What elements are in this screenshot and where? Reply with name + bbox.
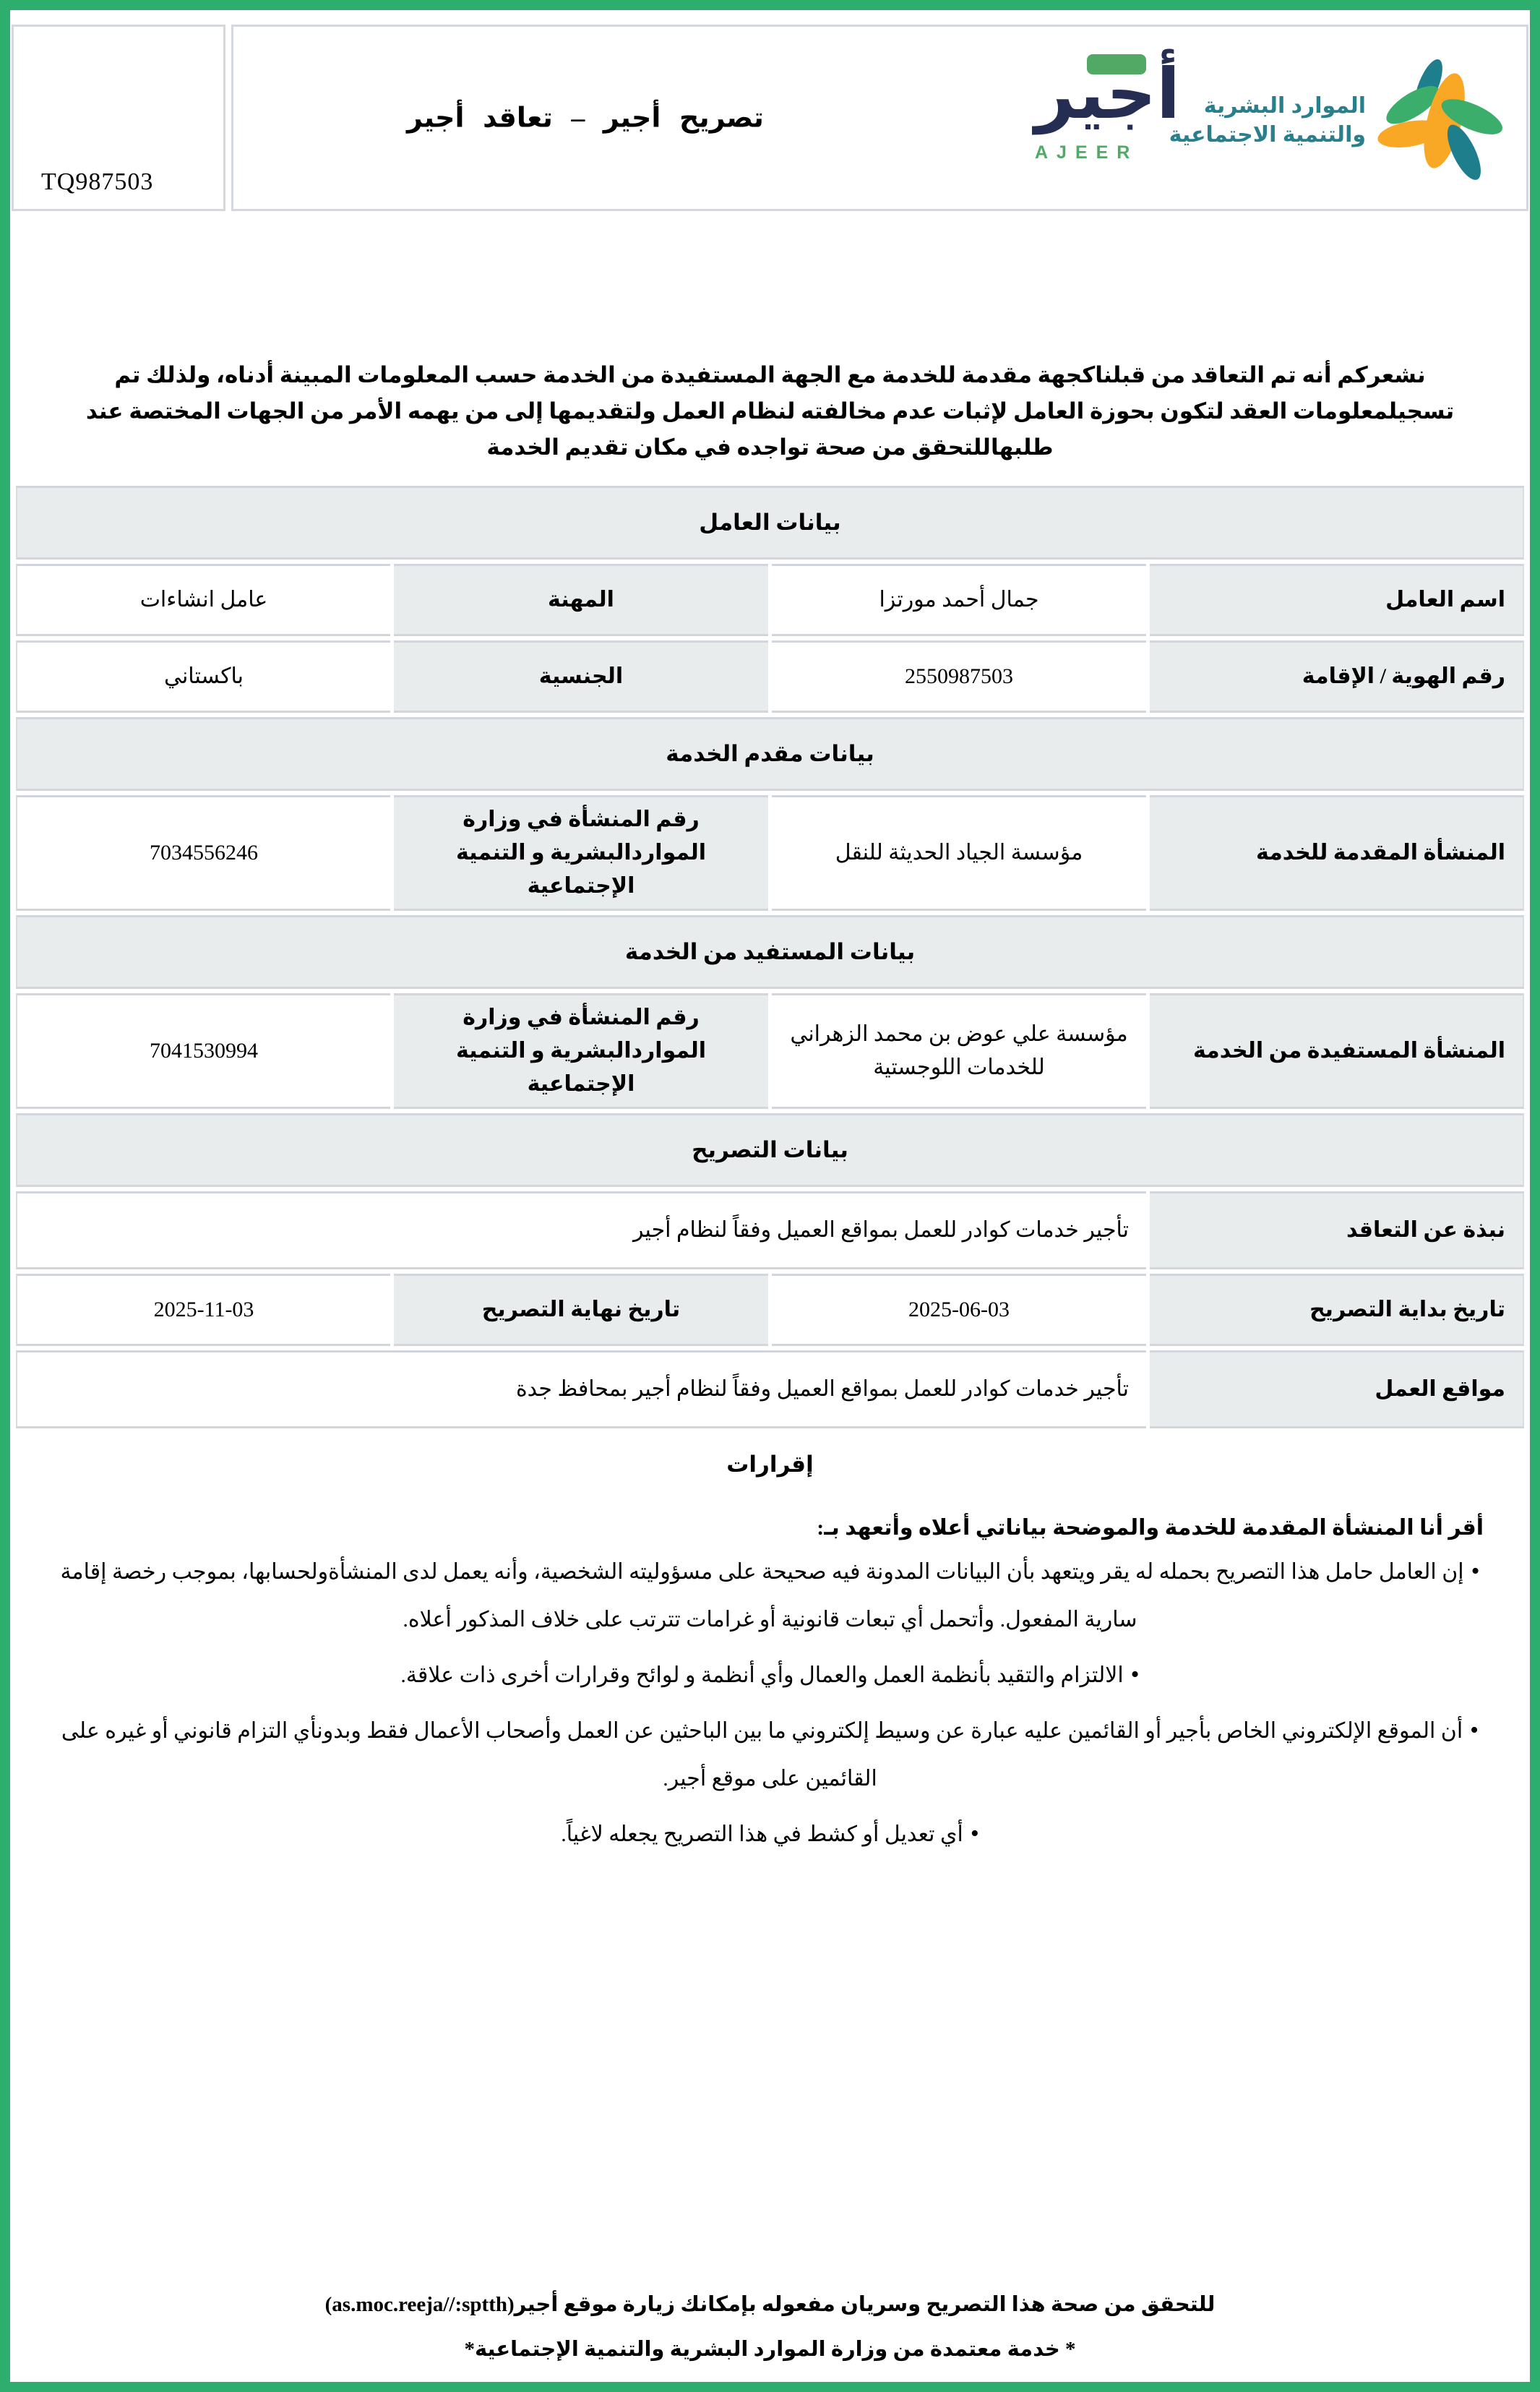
section-row-permit	[16, 1113, 1524, 1187]
ministry-name-line1: الموارد البشرية	[1203, 94, 1366, 118]
ajeer-logo-wordmark	[1035, 54, 1197, 141]
table-row	[16, 640, 1524, 713]
beneficiary-number-label: رقم المنشأة في وزارة المواردالبشرية و التنمية الإجتماعية	[394, 993, 768, 1109]
section-header-worker: بيانات العامل	[16, 486, 1524, 560]
intro-paragraph: نشعركم أنه تم التعاقد من قبلناكجهة مقدمة للخدمة مع الجهة المستفيدة من الخدمة حسب المعلومات المبينة أدناه، ولذلك تم تسجيلمعلومات العقد لتكون بحوزة العامل لإثبات عدم مخالفته لنظام العمل ولتقديمها إلى من يهمه الأمر من الجهات المختصة عند طلبهاللتحقق من صحة تواجده في مكان تقديم الخدمة	[85, 362, 1455, 460]
declaration-text: إن العامل حامل هذا التصريح بحمله له يقر ويتعهد بأن البيانات المدونة فيه صحيحة على مسؤوليته الشخصية، وأنه يعمل لدى المنشأةولحسابها، بموجب رخصة إقامة سارية المفعول. وأتحمل أي تبعات قانونية أو غرامات تترتب على خلاف المذكور أعلاه.	[60, 1560, 1464, 1632]
footer-verify-text: للتحقق من صحة هذا التصريح وسريان مفعوله بإمكانك زيارة موقع أجير(as.moc.reeja//:sptth)	[324, 2293, 1216, 2316]
ministry-name-line2: والتنمية الاجتماعية	[1169, 123, 1366, 147]
profession-label: المهنة	[394, 564, 768, 636]
permit-data-table	[12, 481, 1528, 1433]
worker-name-value: جمال أحمد مورتزا	[772, 564, 1146, 636]
ministry-logo	[1169, 48, 1510, 193]
header	[10, 25, 1530, 214]
section-row-provider	[16, 717, 1524, 791]
provider-number-value: 7034556246	[16, 795, 390, 911]
bullet-icon: •	[1471, 1558, 1480, 1585]
bullet-icon: •	[1470, 1717, 1479, 1744]
declaration-item	[55, 1707, 1485, 1803]
table-row	[16, 1191, 1524, 1269]
section-row-worker	[16, 486, 1524, 560]
beneficiary-number-value: 7041530994	[16, 993, 390, 1109]
bullet-icon: •	[1130, 1661, 1140, 1688]
footer	[10, 2282, 1530, 2372]
footer-approved-text: * خدمة معتمدة من وزارة الموارد البشرية والتنمية الإجتماعية*	[464, 2338, 1076, 2361]
section-header-permit: بيانات التصريح	[16, 1113, 1524, 1187]
id-number-value: 2550987503	[772, 640, 1146, 713]
table-row	[16, 1274, 1524, 1346]
declarations-heading: إقرارات	[726, 1452, 814, 1477]
table-row	[16, 564, 1524, 636]
start-date-value: 2025-06-03	[772, 1274, 1146, 1346]
permit-number-box	[12, 25, 225, 211]
ministry-palm-icon	[1373, 55, 1510, 187]
nationality-value: باكستاني	[16, 640, 390, 713]
page-title: تصريح أجير – تعاقد أجير	[407, 103, 764, 134]
profession-value: عامل انشاءات	[16, 564, 390, 636]
ministry-name	[1169, 92, 1366, 150]
bullet-icon: •	[970, 1820, 979, 1847]
end-date-label: تاريخ نهاية التصريح	[394, 1274, 768, 1346]
table-row	[16, 1350, 1524, 1428]
id-number-label: رقم الهوية / الإقامة	[1150, 640, 1524, 713]
beneficiary-est-value: مؤسسة علي عوض بن محمد الزهراني للخدمات اللوجستية	[772, 993, 1146, 1109]
declaration-text: الالتزام والتقيد بأنظمة العمل والعمال وأي أنظمة و لوائح وقرارات أخرى ذات علاقة.	[400, 1663, 1124, 1687]
declaration-item	[55, 1810, 1485, 1859]
header-main-box	[231, 25, 1528, 211]
worker-name-label: اسم العامل	[1150, 564, 1524, 636]
section-header-provider: بيانات مقدم الخدمة	[16, 717, 1524, 791]
provider-number-label: رقم المنشأة في وزارة المواردالبشرية و التنمية الإجتماعية	[394, 795, 768, 911]
ajeer-logo-latin: AJEER	[1035, 142, 1139, 163]
section-row-beneficiary	[16, 915, 1524, 989]
provider-est-value: مؤسسة الجياد الحديثة للنقل	[772, 795, 1146, 911]
declaration-item	[55, 1651, 1485, 1699]
declarations-intro: أقر أنا المنشأة المقدمة للخدمة والموضحة بياناتي أعلاه وأتعهد بـ:	[817, 1516, 1484, 1540]
work-locations-value: تأجير خدمات كوادر للعمل بمواقع العميل وفقاً لنظام أجير بمحافظ جدة	[16, 1350, 1146, 1428]
table-row	[16, 795, 1524, 911]
start-date-label: تاريخ بداية التصريح	[1150, 1274, 1524, 1346]
ajeer-logo-arabic: أجير	[1035, 53, 1180, 134]
work-locations-label: مواقع العمل	[1150, 1350, 1524, 1428]
nationality-label: الجنسية	[394, 640, 768, 713]
permit-number: TQ987503	[41, 168, 154, 195]
contract-summary-value: تأجير خدمات كوادر للعمل بمواقع العميل وفقاً لنظام أجير	[16, 1191, 1146, 1269]
contract-summary-label: نبذة عن التعاقد	[1150, 1191, 1524, 1269]
table-row	[16, 993, 1524, 1109]
end-date-value: 2025-11-03	[16, 1274, 390, 1346]
declaration-text: أن الموقع الإلكتروني الخاص بأجير أو القائمين عليه عبارة عن وسيط إلكتروني ما بين الباحثين عن العمل وأصحاب الأعمال فقط وبدونأي التزام قانوني أو غيره على القائمين على موقع أجير.	[61, 1719, 1463, 1791]
declaration-item	[55, 1548, 1485, 1644]
beneficiary-est-label: المنشأة المستفيدة من الخدمة	[1150, 993, 1524, 1109]
provider-est-label: المنشأة المقدمة للخدمة	[1150, 795, 1524, 911]
section-header-beneficiary: بيانات المستفيد من الخدمة	[16, 915, 1524, 989]
declaration-text: أي تعديل أو كشط في هذا التصريح يجعله لاغياً.	[561, 1822, 963, 1846]
